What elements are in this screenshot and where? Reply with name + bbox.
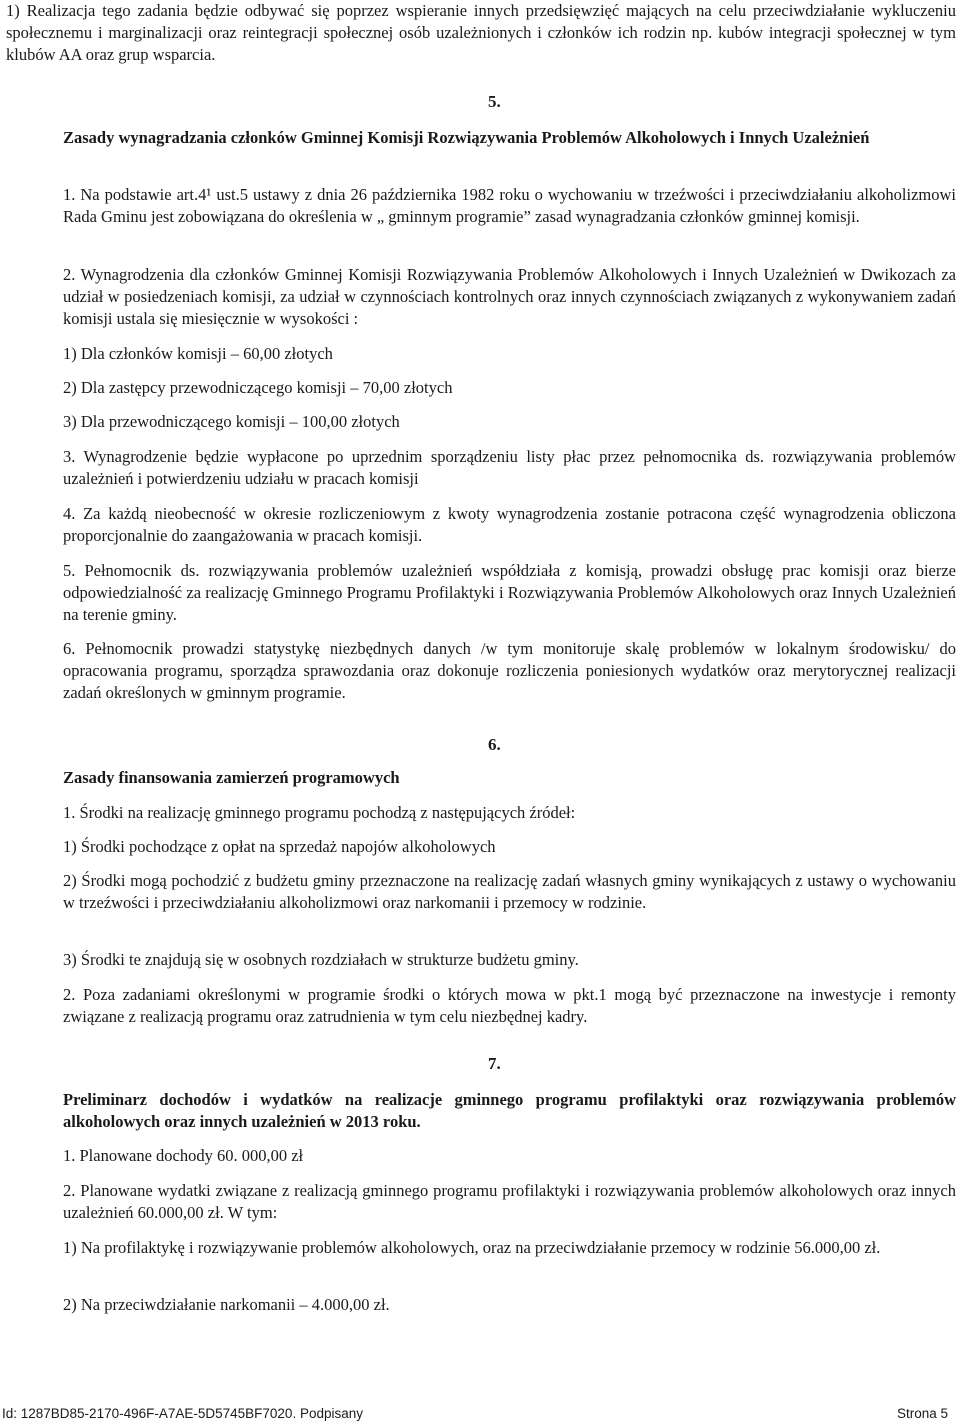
section-5-number: 5.: [488, 92, 501, 111]
section-5-list-item-1: 1) Dla członków komisji – 60,00 złotych: [63, 344, 333, 363]
section-5-paragraph-6: 6. Pełnomocnik prowadzi statystykę niezbędnych danych /w tym monitoruje skalę problemów w lokalnym środowisku/ do opracowania programu, sporządza sprawozdania oraz dokonuje rozliczenia poniesionych wydatków oraz merytorycznej realizacji zadań określonych w gminnym programie.: [63, 639, 956, 702]
page-number: Strona 5: [896, 1406, 948, 1421]
section-6-paragraph-1: 1. Środki na realizację gminnego programu pochodzą z następujących źródeł:: [63, 803, 576, 822]
section-6-list-item-1: 1) Środki pochodzące z opłat na sprzedaż napojów alkoholowych: [63, 837, 496, 856]
section-6-list-item-2: 2) Środki mogą pochodzić z budżetu gminy przeznaczone na realizację zadań własnych gminy wynikających z ustawy o wychowaniu w trzeźwości i przeciwdziałaniu alkoholizmowi oraz narkomanii i przemocy w rodzinie.: [63, 871, 956, 912]
section-7-list-item-1: 1) Na profilaktykę i rozwiązywanie problemów alkoholowych, oraz na przeciwdziałanie przemocy w rodzinie 56.000,00 zł.: [63, 1238, 881, 1257]
intro-paragraph: 1) Realizacja tego zadania będzie odbywać się poprzez wspieranie innych przedsięwzięć mających na celu przeciwdziałanie wykluczeniu społecznemu i marginalizacji oraz reintegracji społecznej osób uzależnionych i członków ich rodzin np. kubów integracji społecznej w tym klubów AA oraz grup wsparcia.: [6, 1, 956, 64]
section-6-paragraph-2: 2. Poza zadaniami określonymi w programie środki o których mowa w pkt.1 mogą być przeznaczone na inwestycje i remonty związane z realizacją programu oraz zatrudnienia w tym celu niezbędnej kadry.: [63, 985, 956, 1026]
section-7-list-item-2: 2) Na przeciwdziałanie narkomanii – 4.000,00 zł.: [63, 1295, 390, 1314]
section-7-number: 7.: [488, 1054, 501, 1073]
section-5-list-item-2: 2) Dla zastępcy przewodniczącego komisji – 70,00 złotych: [63, 378, 453, 397]
section-6-title: Zasady finansowania zamierzeń programowych: [63, 768, 400, 787]
section-5-paragraph-1: 1. Na podstawie art.4¹ ust.5 ustawy z dnia 26 października 1982 roku o wychowaniu w trzeźwości i przeciwdziałaniu alkoholizmowi Rada Gminu jest zobowiązana do określenia w „ gminnym programie” zasad wynagradzania członków gminnej komisji.: [63, 185, 956, 226]
section-5-paragraph-4: 4. Za każdą nieobecność w okresie rozliczeniowym z kwoty wynagrodzenia zostanie potracona część wynagrodzenia obliczona proporcjonalnie do zaangażowania w pracach komisji.: [63, 504, 956, 545]
section-5-paragraph-3: 3. Wynagrodzenie będzie wypłacone po uprzednim sporządzeniu listy płac przez pełnomocnika ds. rozwiązywania problemów uzależnień i potwierdzeniu udziału w pracach komisji: [63, 447, 956, 488]
section-6-number: 6.: [488, 735, 501, 754]
section-5-paragraph-5: 5. Pełnomocnik ds. rozwiązywania problemów uzależnień współdziała z komisją, prowadzi obsługę prac komisji oraz bierze odpowiedzialność za realizację Gminnego Programu Profilaktyki i Rozwiązywania Problemów Alkoholowych oraz Innych Uzależnień na terenie gminy.: [63, 561, 956, 624]
document-id: Id: 1287BD85-2170-496F-A7AE-5D5745BF7020. Podpisany: [2, 1406, 363, 1421]
section-6-list-item-3: 3) Środki te znajdują się w osobnych rozdziałach w strukturze budżetu gminy.: [63, 950, 579, 969]
section-7-title: Preliminarz dochodów i wydatków na realizacje gminnego programu profilaktyki oraz rozwiązywania problemów alkoholowych oraz innych uzależnień w 2013 roku.: [63, 1090, 956, 1131]
section-5-title: Zasady wynagradzania członków Gminnej Komisji Rozwiązywania Problemów Alkoholowych i Innych Uzależnień: [63, 128, 870, 147]
section-5-paragraph-2: 2. Wynagrodzenia dla członków Gminnej Komisji Rozwiązywania Problemów Alkoholowych i Innych Uzależnień w Dwikozach za udział w posiedzeniach komisji, za udział w czynnościach kontrolnych oraz innych czynnościach związanych z wykonywaniem zadań komisji ustala się miesięcznie w wysokości :: [63, 265, 956, 328]
section-5-list-item-3: 3) Dla przewodniczącego komisji – 100,00 złotych: [63, 412, 400, 431]
section-7-paragraph-1: 1. Planowane dochody 60. 000,00 zł: [63, 1146, 304, 1165]
section-7-paragraph-2: 2. Planowane wydatki związane z realizacją gminnego programu profilaktyki i rozwiązywania problemów alkoholowych oraz innych uzależnień 60.000,00 zł. W tym:: [63, 1181, 956, 1222]
